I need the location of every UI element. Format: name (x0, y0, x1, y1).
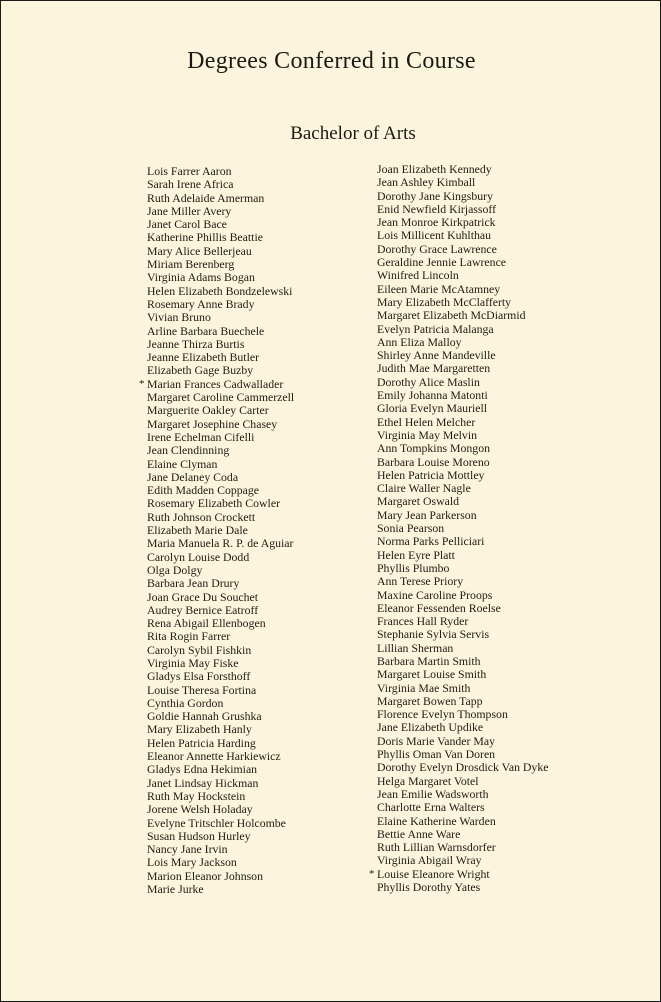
graduate-name (377, 269, 548, 282)
graduate-name (147, 564, 294, 577)
graduate-name-text: Barbara Louise Moreno (377, 454, 490, 469)
graduate-name (377, 695, 548, 708)
graduate-name-text: Elizabeth Marie Dale (147, 523, 248, 538)
graduate-name-text: Goldie Hannah Grushka (147, 709, 262, 724)
graduate-name-text: Virginia Abigail Wray (377, 853, 482, 868)
graduate-name (377, 549, 548, 562)
graduate-name-text: Emily Johanna Matonti (377, 388, 488, 403)
graduate-name-text: Miriam Berenberg (147, 257, 235, 272)
graduate-name-text: Janet Carol Bace (147, 217, 227, 232)
graduate-name (147, 471, 294, 484)
graduate-name (377, 362, 548, 375)
graduate-name (377, 735, 548, 748)
graduate-name-text: Ethel Helen Melcher (377, 414, 476, 429)
graduate-name-text: Helen Patricia Harding (147, 735, 256, 750)
graduate-name (377, 628, 548, 641)
graduate-name (147, 178, 294, 191)
graduate-name (377, 402, 548, 415)
graduate-name (147, 710, 294, 723)
graduate-name-text: Jane Delaney Coda (147, 469, 239, 484)
graduate-name (369, 866, 548, 881)
graduate-name (377, 283, 548, 296)
graduate-name-text: Cynthia Gordon (147, 695, 224, 710)
graduate-name-text: Gladys Elsa Forsthoff (147, 669, 251, 684)
graduate-name-text: Margaret Josephine Chasey (147, 416, 278, 431)
graduate-name (147, 777, 294, 790)
graduate-name (377, 190, 548, 203)
graduate-name-text: Janet Lindsay Hickman (147, 775, 259, 790)
graduate-name (377, 163, 548, 176)
graduate-name (147, 271, 294, 284)
graduate-name (147, 670, 294, 683)
graduate-name-text: Edith Madden Coppage (147, 483, 260, 498)
graduate-name (377, 589, 548, 602)
graduate-name (147, 723, 294, 736)
graduate-name-text: Mary Elizabeth Hanly (147, 722, 252, 737)
graduate-name-text: Lillian Sherman (377, 640, 454, 655)
graduate-name-text: Lois Farrer Aaron (147, 164, 232, 178)
graduate-name-text: Helen Elizabeth Bondzelewski (147, 283, 293, 298)
graduate-name-text: Jean Clendinning (147, 443, 230, 458)
graduate-name-text: Virginia May Fiske (147, 655, 239, 670)
graduate-name-text: Jeanne Thirza Burtis (147, 336, 245, 351)
graduate-name (377, 748, 548, 761)
graduate-name (147, 750, 294, 763)
graduate-name-text: Margaret Oswald (377, 494, 460, 509)
graduate-name-text: Mary Alice Bellerjeau (147, 243, 252, 258)
graduate-name (147, 551, 294, 564)
graduate-name-text: Ruth Lillian Warnsdorfer (377, 840, 496, 855)
graduate-name-text: Louise Eleanore Wright (377, 866, 490, 881)
graduate-name (147, 843, 294, 856)
graduate-name (377, 761, 548, 774)
graduate-name-text: Phyllis Plumbo (377, 560, 450, 575)
graduate-name-text: Jean Monroe Kirkpatrick (377, 215, 496, 230)
graduate-name (147, 644, 294, 657)
page-title: Degrees Conferred in Course (187, 48, 476, 74)
graduate-name-text: Rena Abigail Ellenbogen (147, 616, 266, 631)
graduate-name (377, 256, 548, 269)
graduate-name-text: Stephanie Sylvia Servis (377, 627, 490, 642)
graduate-name-text: Virginia Adams Bogan (147, 270, 255, 285)
graduate-name-text: Margaret Bowen Tapp (377, 693, 483, 708)
graduate-name-text: Gladys Edna Hekimian (147, 762, 258, 777)
graduate-name-text: Margaret Caroline Cammerzell (147, 390, 295, 405)
graduate-name (377, 602, 548, 615)
graduate-name (147, 444, 294, 457)
graduate-name-text: Elaine Clyman (147, 456, 218, 471)
graduate-name (377, 323, 548, 336)
graduate-name-text: Marion Eleanor Johnson (147, 868, 263, 883)
graduate-name-text: Jean Emilie Wadsworth (377, 786, 489, 801)
graduate-name-text: Lois Millicent Kuhlthau (377, 228, 492, 243)
graduate-name-text: Barbara Martin Smith (377, 653, 481, 668)
graduate-name (377, 176, 548, 189)
graduate-name (147, 830, 294, 843)
graduate-name (147, 165, 294, 178)
graduate-name-text: Doris Marie Vander May (377, 733, 496, 748)
graduate-name (377, 243, 548, 256)
graduate-name-text: Dorothy Jane Kingsbury (377, 188, 493, 203)
graduate-name-text: Helga Margaret Votel (377, 773, 479, 788)
graduate-name-text: Elaine Katherine Warden (377, 813, 496, 828)
graduate-name (377, 309, 548, 322)
graduate-name-text: Helen Eyre Platt (377, 547, 455, 562)
graduate-name (147, 856, 294, 869)
graduate-name-text: Susan Hudson Hurley (147, 828, 251, 843)
graduate-name-text: Maria Manuela R. P. de Aguiar (147, 536, 294, 551)
graduate-name-text: Judith Mae Margaretten (377, 361, 491, 376)
asterisk-marker: * (139, 377, 145, 390)
graduate-name (377, 575, 548, 588)
graduate-name (147, 817, 294, 830)
graduate-name-text: Rosemary Elizabeth Cowler (147, 496, 281, 511)
graduate-name-text: Ann Tompkins Mongon (377, 441, 491, 456)
graduate-name (377, 296, 548, 309)
graduate-name (377, 482, 548, 495)
graduate-name-text: Bettie Anne Ware (377, 826, 461, 841)
graduate-name (147, 404, 294, 417)
graduate-name (377, 509, 548, 522)
graduate-name (147, 484, 294, 497)
graduate-name (147, 537, 294, 550)
graduate-name (147, 684, 294, 697)
graduate-name (147, 338, 294, 351)
graduate-name (377, 349, 548, 362)
graduate-name (377, 376, 548, 389)
graduate-name-text: Evelyn Patricia Malanga (377, 321, 494, 336)
names-list-left-column (139, 164, 295, 897)
graduate-name-text: Ann Terese Priory (377, 574, 464, 589)
graduate-name (377, 442, 548, 455)
graduate-name-text: Arline Barbara Buechele (147, 323, 265, 338)
graduate-name-text: Geraldine Jennie Lawrence (377, 255, 507, 270)
graduate-name (147, 298, 294, 311)
graduate-name-text: Mary Elizabeth McClafferty (377, 294, 512, 309)
graduate-name-text: Elizabeth Gage Buzby (147, 363, 254, 378)
graduate-name (147, 192, 294, 205)
graduate-name (377, 416, 548, 429)
graduate-name (377, 828, 548, 841)
graduate-name-text: Ruth May Hockstein (147, 788, 246, 803)
graduate-name-text: Florence Evelyn Thompson (377, 707, 508, 722)
graduate-name-text: Virginia May Melvin (377, 427, 477, 442)
graduate-name (147, 591, 294, 604)
graduate-name-text: Marguerite Oakley Carter (147, 403, 269, 418)
graduate-name (147, 870, 294, 883)
graduate-name-text: Dorothy Evelyn Drosdick Van Dyke (377, 760, 549, 775)
graduate-name-text: Dorothy Grace Lawrence (377, 241, 497, 256)
graduate-name-text: Gloria Evelyn Mauriell (377, 401, 488, 416)
graduate-name (147, 617, 294, 630)
graduate-name (377, 469, 548, 482)
graduate-name (147, 803, 294, 816)
graduate-name (377, 721, 548, 734)
graduate-name-text: Mary Jean Parkerson (377, 507, 477, 522)
graduate-name-text: Nancy Jane Irvin (147, 842, 228, 857)
graduate-name (147, 577, 294, 590)
graduate-name (377, 495, 548, 508)
graduate-name-text: Rosemary Anne Brady (147, 296, 255, 311)
graduate-name (377, 229, 548, 242)
graduate-name-text: Carolyn Louise Dodd (147, 549, 250, 564)
graduate-name (147, 325, 294, 338)
graduate-name-text: Ann Eliza Malloy (377, 334, 462, 349)
graduate-name (147, 604, 294, 617)
graduate-name-text: Rita Rogin Farrer (147, 629, 231, 644)
graduate-name-text: Shirley Anne Mandeville (377, 348, 496, 363)
graduate-name-text: Sonia Pearson (377, 521, 445, 536)
graduate-name (147, 364, 294, 377)
graduate-name (147, 458, 294, 471)
graduate-name-text: Lois Mary Jackson (147, 855, 237, 870)
graduate-name-text: Margaret Louise Smith (377, 667, 487, 682)
graduate-name (139, 376, 294, 391)
graduate-name (377, 708, 548, 721)
graduate-name-text: Margaret Elizabeth McDiarmid (377, 308, 526, 323)
graduate-name (377, 668, 548, 681)
graduate-name-text: Katherine Phillis Beattie (147, 230, 263, 245)
graduate-name-text: Olga Dolgy (147, 562, 203, 577)
graduate-name-text: Louise Theresa Fortina (147, 682, 257, 697)
graduate-name (377, 535, 548, 548)
graduate-name-text: Enid Newfield Kirjassoff (377, 201, 497, 216)
graduate-name (377, 801, 548, 814)
graduate-name (147, 883, 294, 896)
graduate-name-text: Phyllis Oman Van Doren (377, 747, 496, 762)
graduate-name-text: Norma Parks Pelliciari (377, 534, 485, 549)
graduate-name-text: Jane Miller Avery (147, 203, 232, 218)
graduate-name (147, 391, 294, 404)
graduate-name (147, 511, 294, 524)
graduate-name-text: Marie Jurke (147, 882, 204, 897)
graduate-name (377, 562, 548, 575)
graduate-name (377, 841, 548, 854)
graduate-name-text: Ruth Adelaide Amerman (147, 190, 265, 205)
graduate-name (377, 429, 548, 442)
graduate-name (147, 697, 294, 710)
graduate-name (377, 203, 548, 216)
graduate-name-text: Irene Echelman Cifelli (147, 429, 255, 444)
graduate-name (377, 682, 548, 695)
graduate-name-text: Frances Hall Ryder (377, 614, 469, 629)
graduate-name-text: Eleanor Annette Harkiewicz (147, 749, 281, 764)
graduate-name (377, 336, 548, 349)
graduate-name-text: Eileen Marie McAtamney (377, 281, 501, 296)
graduate-name-text: Carolyn Sybil Fishkin (147, 642, 252, 657)
names-list-right-column (369, 162, 549, 895)
graduate-name-text: Evelyne Tritschler Holcombe (147, 815, 286, 830)
graduate-name (147, 258, 294, 271)
graduate-name-text: Audrey Bernice Eatroff (147, 602, 259, 617)
graduate-name (147, 351, 294, 364)
graduate-name (147, 737, 294, 750)
graduate-name-text: Charlotte Erna Walters (377, 800, 485, 815)
graduate-name (147, 285, 294, 298)
graduate-name-text: Joan Grace Du Souchet (147, 589, 259, 604)
graduate-name-text: Jorene Welsh Holaday (147, 802, 253, 817)
graduate-name-text: Winifred Lincoln (377, 268, 459, 283)
graduate-name (147, 218, 294, 231)
graduate-name-text: Claire Waller Nagle (377, 481, 471, 496)
graduate-name-text: Vivian Bruno (147, 310, 211, 325)
graduate-name-text: Maxine Caroline Proops (377, 587, 493, 602)
graduate-name-text: Jean Ashley Kimball (377, 175, 476, 190)
section-title: Bachelor of Arts (290, 123, 416, 144)
graduate-name (147, 431, 294, 444)
graduate-name-text: Dorothy Alice Maslin (377, 374, 480, 389)
graduate-name (377, 456, 548, 469)
graduate-name-text: Phyllis Dorothy Yates (377, 880, 481, 895)
graduate-name (147, 231, 294, 244)
graduate-name (377, 788, 548, 801)
graduate-name (147, 657, 294, 670)
graduate-name (147, 763, 294, 776)
graduate-name (147, 418, 294, 431)
asterisk-marker: * (369, 867, 375, 880)
graduate-name (147, 245, 294, 258)
graduate-name-text: Marian Frances Cadwallader (147, 376, 284, 391)
graduate-name-text: Barbara Jean Drury (147, 576, 240, 591)
graduate-name (147, 205, 294, 218)
graduate-name (147, 311, 294, 324)
graduate-name (377, 655, 548, 668)
graduate-name (377, 216, 548, 229)
graduate-name (147, 630, 294, 643)
graduate-name (377, 522, 548, 535)
graduate-name-text: Jeanne Elizabeth Butler (147, 350, 260, 365)
graduate-name (377, 775, 548, 788)
graduate-name-text: Helen Patricia Mottley (377, 467, 485, 482)
graduate-name-text: Jane Elizabeth Updike (377, 720, 484, 735)
graduate-name (377, 615, 548, 628)
graduate-name-text: Sarah Irene Africa (147, 177, 234, 192)
graduate-name (377, 881, 548, 894)
graduate-name-text: Eleanor Fessenden Roelse (377, 600, 501, 615)
graduate-name (147, 524, 294, 537)
graduate-name (147, 497, 294, 510)
graduate-name (377, 854, 548, 867)
graduate-name-text: Virginia Mae Smith (377, 680, 471, 695)
graduate-name-text: Joan Elizabeth Kennedy (377, 162, 492, 176)
graduate-name (147, 790, 294, 803)
graduate-name (377, 642, 548, 655)
graduate-name (377, 815, 548, 828)
graduate-name (377, 389, 548, 402)
graduate-name-text: Ruth Johnson Crockett (147, 509, 256, 524)
